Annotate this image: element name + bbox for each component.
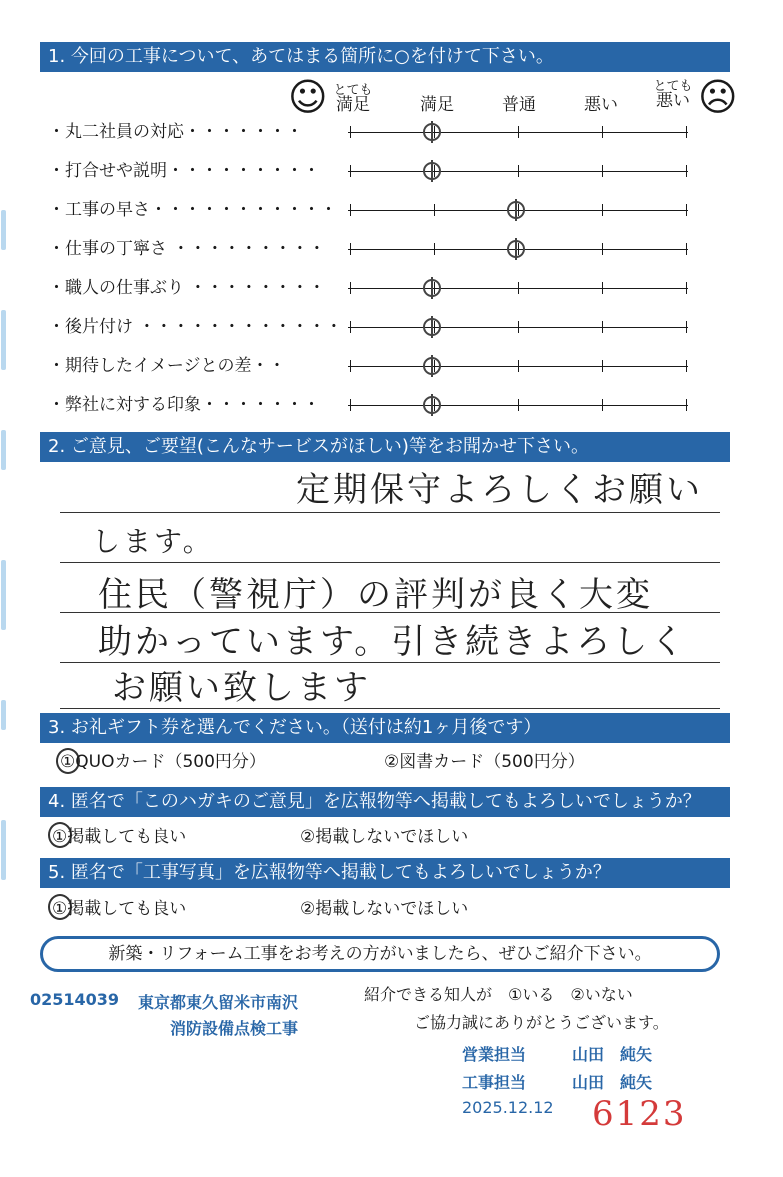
- comment-line: [60, 562, 720, 563]
- rating-tick[interactable]: [686, 165, 687, 177]
- rating-tick[interactable]: [518, 321, 519, 333]
- rating-row-label: ・期待したイメージとの差・・: [48, 356, 286, 376]
- section-1-header: 1. 今回の工事について、あてはまる箇所に○を付けて下さい。: [40, 42, 730, 72]
- section-2-header: 2. ご意見、ご要望(こんなサービスがほしい)等をお聞かせ下さい。: [40, 432, 730, 462]
- rating-selected-mark: [423, 357, 441, 375]
- rating-tick[interactable]: [518, 399, 519, 411]
- rating-tick[interactable]: [518, 282, 519, 294]
- referral-banner: 新築・リフォーム工事をお考えの方がいましたら、ぜひご紹介下さい。: [40, 936, 720, 972]
- rating-row-label: ・職人の仕事ぶり ・・・・・・・・: [48, 278, 326, 298]
- sales-name: 山田 純矢: [572, 1045, 653, 1064]
- rating-tick[interactable]: [602, 282, 603, 294]
- rating-tick[interactable]: [350, 282, 351, 294]
- comment-line: [60, 662, 720, 663]
- left-edge-marks: [0, 200, 10, 960]
- happy-face-icon: ☺: [288, 75, 328, 119]
- rating-tick[interactable]: [686, 360, 687, 372]
- gift-option-quo[interactable]: ①QUOカード（500円分）: [60, 752, 266, 772]
- comment-line-5: お願い致します: [112, 668, 371, 708]
- rating-tick[interactable]: [350, 399, 351, 411]
- rating-tick[interactable]: [350, 204, 351, 216]
- rating-tick[interactable]: [602, 321, 603, 333]
- rating-row-label: ・打合せや説明・・・・・・・・・: [48, 161, 320, 181]
- rating-row-label: ・後片付け ・・・・・・・・・・・・: [48, 317, 343, 337]
- rating-row-label: ・丸二社員の対応・・・・・・・: [48, 122, 303, 142]
- column-header: [566, 97, 636, 114]
- sales-label: 営業担当: [462, 1045, 527, 1064]
- rating-tick[interactable]: [518, 360, 519, 372]
- rating-selected-mark: [507, 240, 525, 258]
- edge-mark: [1, 430, 6, 470]
- rating-tick[interactable]: [602, 243, 603, 255]
- column-header: [402, 97, 472, 114]
- rating-tick[interactable]: [350, 165, 351, 177]
- rating-tick[interactable]: [686, 399, 687, 411]
- rating-selected-mark: [423, 279, 441, 297]
- rating-tick[interactable]: [686, 126, 687, 138]
- column-header: [484, 97, 554, 114]
- edge-mark: [1, 820, 6, 880]
- edge-mark: [1, 310, 6, 370]
- rating-selected-mark: [423, 318, 441, 336]
- comment-line: [60, 708, 720, 709]
- rating-tick[interactable]: [434, 204, 435, 216]
- comment-line-1: 定期保守よろしくお願い: [296, 470, 703, 510]
- column-header: [318, 84, 388, 114]
- column-header-label: 満足: [420, 95, 454, 115]
- rating-row-label: ・工事の早さ・・・・・・・・・・・: [48, 200, 337, 220]
- rating-row-label: ・弊社に対する印象・・・・・・・: [48, 395, 320, 415]
- rating-tick[interactable]: [602, 399, 603, 411]
- survey-code: 02514039: [30, 990, 120, 1009]
- comment-line-3: 住民（警視庁）の評判が良く大変: [98, 575, 653, 615]
- q4-option-no[interactable]: ②掲載しないでほしい: [300, 827, 469, 847]
- rating-tick[interactable]: [350, 321, 351, 333]
- rating-row-label: ・仕事の丁寧さ ・・・・・・・・・: [48, 239, 326, 259]
- rating-tick[interactable]: [602, 165, 603, 177]
- rating-tick[interactable]: [686, 282, 687, 294]
- rating-selected-mark: [423, 396, 441, 414]
- work-name: 山田 純矢: [572, 1073, 653, 1092]
- rating-tick[interactable]: [602, 126, 603, 138]
- rating-tick[interactable]: [686, 321, 687, 333]
- rating-tick[interactable]: [686, 204, 687, 216]
- q5-option-no[interactable]: ②掲載しないでほしい: [300, 899, 469, 919]
- comment-line-2: します。: [92, 525, 214, 558]
- rating-selected-mark: [507, 201, 525, 219]
- comment-line-4: 助かっています。引き続きよろしく: [98, 622, 688, 662]
- referral-question: 紹介できる知人が ①いる ②いない: [364, 985, 633, 1004]
- rating-tick[interactable]: [434, 243, 435, 255]
- rating-tick[interactable]: [518, 126, 519, 138]
- gift-option-book[interactable]: ②図書カード（500円分）: [384, 752, 585, 772]
- rating-tick[interactable]: [686, 243, 687, 255]
- rating-tick[interactable]: [518, 165, 519, 177]
- q5-option-yes[interactable]: ①掲載しても良い: [52, 899, 187, 919]
- handwritten-number: 6123: [592, 1094, 687, 1134]
- date: 2025.12.12: [462, 1098, 554, 1117]
- rating-tick[interactable]: [602, 360, 603, 372]
- comment-line: [60, 512, 720, 513]
- customer-address: 東京都東久留米市南沢: [138, 993, 299, 1012]
- section-5-header: 5. 匿名で「工事写真」を広報物等へ掲載してもよろしいでしょうか？: [40, 858, 730, 888]
- edge-mark: [1, 560, 6, 630]
- work-type: 消防設備点検工事: [170, 1019, 299, 1038]
- thanks-text: ご協力誠にありがとうございます。: [414, 1013, 669, 1032]
- column-header-label: 悪い: [656, 91, 690, 111]
- column-header-small: とても: [333, 83, 373, 98]
- section-3-header: 3. お礼ギフト券を選んでください。（送付は約1ヶ月後です）: [40, 713, 730, 743]
- q4-option-yes[interactable]: ①掲載しても良い: [52, 827, 187, 847]
- section-4-header: 4. 匿名で「このハガキのご意見」を広報物等へ掲載してもよろしいでしょうか？: [40, 787, 730, 817]
- rating-selected-mark: [423, 123, 441, 141]
- edge-mark: [1, 210, 6, 250]
- rating-tick[interactable]: [350, 243, 351, 255]
- column-header: [638, 80, 708, 110]
- rating-tick[interactable]: [602, 204, 603, 216]
- column-header-label: 満足: [336, 95, 370, 115]
- rating-selected-mark: [423, 162, 441, 180]
- edge-mark: [1, 700, 6, 730]
- rating-tick[interactable]: [350, 126, 351, 138]
- rating-tick[interactable]: [350, 360, 351, 372]
- column-header-small: とても: [653, 79, 693, 94]
- work-label: 工事担当: [462, 1073, 527, 1092]
- column-header-label: 悪い: [584, 95, 618, 115]
- column-header-label: 普通: [502, 95, 536, 115]
- sad-face-icon: ☹: [698, 75, 738, 119]
